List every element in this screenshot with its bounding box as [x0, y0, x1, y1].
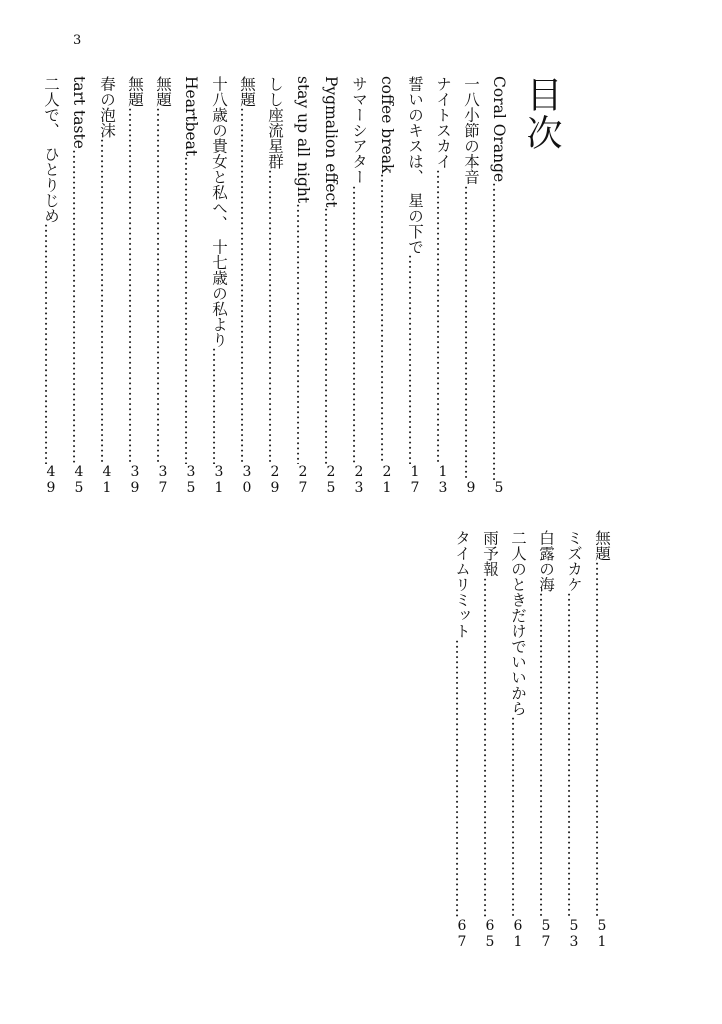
toc-entry: [288, 76, 316, 496]
toc-entry: [587, 530, 615, 950]
toc-leader-dots: [345, 185, 371, 465]
toc-entry-title: Heartbeat: [182, 76, 200, 157]
toc-leader-dots: [476, 577, 502, 919]
toc-entry-title: 十八歳の貴女と私へ、 十七歳の私より: [210, 76, 228, 348]
toc-leader-dots: [37, 223, 63, 464]
toc-entry-page: 51: [594, 918, 610, 950]
toc-entry-title: 白露の海: [537, 530, 555, 592]
toc-entry-title: 春の泡沫: [98, 76, 116, 138]
toc-entry-page: 29: [267, 464, 283, 496]
toc-entry-page: 31: [211, 464, 227, 496]
toc-entry-page: 21: [379, 464, 395, 496]
toc-entry: [456, 76, 484, 496]
toc-column-2: [0, 530, 615, 950]
toc-entry-title: 無題: [154, 76, 172, 107]
toc-leader-dots: [93, 138, 119, 464]
toc-entry: [316, 76, 344, 496]
toc-entry-page: 39: [127, 464, 143, 496]
toc-entry-page: 13: [435, 464, 451, 496]
toc-entry: [92, 76, 120, 496]
toc-entry-title: 二人で、 ひとりじめ: [42, 76, 60, 224]
toc-leader-dots: [261, 169, 287, 464]
toc-heading: 目次: [521, 76, 562, 152]
toc-entry: [400, 76, 428, 496]
toc-entry: [260, 76, 288, 496]
toc-leader-dots: [289, 203, 315, 464]
toc-entry-title: ナイトスカイ: [434, 76, 452, 169]
toc-entry-page: 5: [491, 480, 507, 496]
toc-entry: [484, 76, 512, 496]
toc-entry-page: 65: [482, 918, 498, 950]
toc-entry-page: 37: [155, 464, 171, 496]
toc-entry-title: Pygmalion effect: [322, 76, 340, 208]
toc-leader-dots: [317, 207, 343, 464]
toc-entry-page: 49: [43, 464, 59, 496]
toc-leader-dots: [504, 716, 530, 918]
toc-entry-title: tart taste: [70, 76, 88, 149]
toc-leader-dots: [233, 107, 259, 464]
toc-entry: [64, 76, 92, 496]
page-number: 3: [73, 33, 82, 48]
toc-leader-dots: [373, 173, 399, 464]
toc-entry-title: stay up all night: [294, 76, 312, 204]
toc-entry-page: 53: [566, 918, 582, 950]
toc-entry-title: coffee break: [378, 76, 396, 174]
toc-entry-page: 57: [538, 918, 554, 950]
toc-entry: [475, 530, 503, 950]
toc-entry-title: しし座流星群: [266, 76, 284, 169]
toc-entry-title: 無題: [126, 76, 144, 107]
toc-entry-page: 35: [183, 464, 199, 496]
toc-entry-title: 無題: [238, 76, 256, 107]
toc-entry-page: 67: [454, 918, 470, 950]
toc-entry-title: Coral Orange: [490, 76, 508, 183]
toc-leader-dots: [121, 107, 147, 464]
toc-leader-dots: [448, 639, 474, 919]
toc-entry-title: 二人のときだけでいいから: [509, 530, 527, 716]
toc-entry: [428, 76, 456, 496]
toc-entry-page: 25: [323, 464, 339, 496]
toc-entry-title: ミズカケ: [565, 530, 583, 592]
toc-leader-dots: [177, 156, 203, 464]
toc-entry: [204, 76, 232, 496]
toc-entry-title: 誓いのキスは、 星の下で: [406, 76, 424, 255]
toc-entry-page: 17: [407, 464, 423, 496]
toc-leader-dots: [149, 107, 175, 464]
toc-entry-title: 一八小節の本音: [462, 76, 480, 185]
toc-entry-title: 無題: [593, 530, 611, 561]
toc-entry-page: 41: [99, 464, 115, 496]
toc-column-1: [0, 76, 512, 496]
toc-entry: [148, 76, 176, 496]
toc-entry-title: サマーシアター: [350, 76, 368, 185]
toc-leader-dots: [532, 592, 558, 918]
toc-entry-page: 30: [239, 464, 255, 496]
toc-entry: [176, 76, 204, 496]
toc-leader-dots: [429, 169, 455, 464]
toc-entry: [559, 530, 587, 950]
toc-entry-page: 23: [351, 464, 367, 496]
toc-entry: [344, 76, 372, 496]
toc-leader-dots: [65, 149, 91, 464]
toc-entry: [531, 530, 559, 950]
toc-leader-dots: [401, 254, 427, 464]
toc-entry: [447, 530, 475, 950]
toc-leader-dots: [560, 592, 586, 918]
toc-leader-dots: [205, 347, 231, 464]
toc-entry: [232, 76, 260, 496]
toc-leader-dots: [457, 185, 483, 481]
toc-entry: [503, 530, 531, 950]
toc-entry-page: 27: [295, 464, 311, 496]
toc-entry-page: 9: [463, 480, 479, 496]
toc-entry: [36, 76, 64, 496]
toc-entry: [372, 76, 400, 496]
toc-entry-page: 61: [510, 918, 526, 950]
toc-entry: [120, 76, 148, 496]
toc-entry-title: タイムリミット: [453, 530, 471, 639]
toc-entry-page: 45: [71, 464, 87, 496]
toc-leader-dots: [588, 561, 614, 918]
toc-entry-title: 雨予報: [481, 530, 499, 577]
toc-leader-dots: [485, 182, 511, 480]
